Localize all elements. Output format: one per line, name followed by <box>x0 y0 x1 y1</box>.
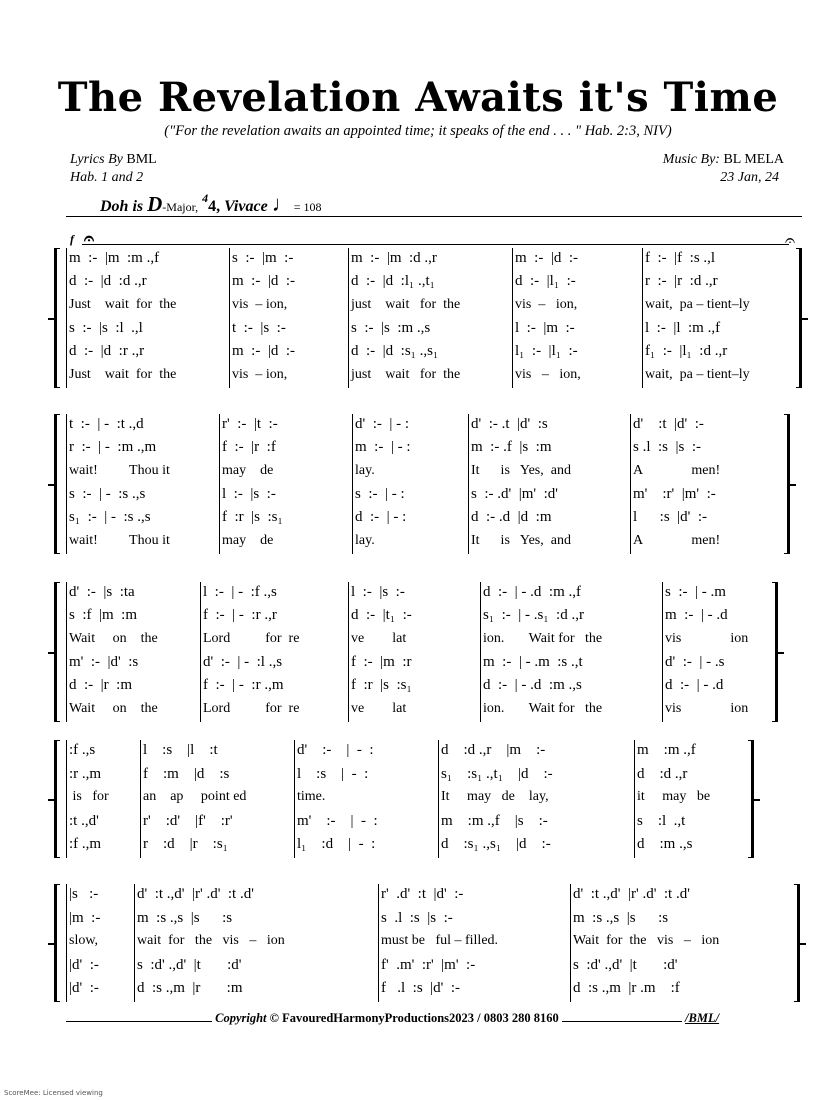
solfa-measure: m :- | - .d <box>665 607 728 624</box>
score-system-3 <box>66 582 766 722</box>
solfa-measure: m :s .,s |s :s <box>137 909 233 926</box>
solfa-measure: f :m |d :s <box>143 765 230 782</box>
music-by-label: Music By: <box>662 152 720 167</box>
solfa-measure: m :- | - .m :s .,t <box>483 653 583 670</box>
solfa-measure: r :- | - :m .,m <box>69 439 157 456</box>
lyric-measure: wait, pa – tient–ly <box>645 366 750 382</box>
solfa-measure: f :- | - :r .,r <box>203 607 277 624</box>
system-brace-left <box>54 740 60 858</box>
system-brace-left <box>54 582 60 722</box>
dynamic-marking: f <box>70 232 74 246</box>
footer-note: ScoreMee: Licensed viewing <box>4 1089 103 1097</box>
score-system-5 <box>66 884 788 1002</box>
solfa-measure: d :- |d :s₁ .,s₁ <box>351 343 439 360</box>
brace-point-right <box>802 318 808 320</box>
lyrics-credit <box>70 152 157 168</box>
lyric-measure: just wait for the <box>351 366 461 382</box>
solfa-measure: l :s | - : <box>297 765 369 782</box>
solfa-measure: l :- | - :f .,s <box>203 584 277 600</box>
solfa-measure: m :s .,s |s :s <box>573 909 669 926</box>
dynamic-rule <box>82 244 789 245</box>
lyric-measure: lay. <box>355 532 375 548</box>
solfa-measure: m :- |d :- <box>515 250 578 266</box>
lyric-measure: wait! Thou it <box>69 462 170 478</box>
solfa-measure: s :- |s :l .,l <box>69 319 143 336</box>
solfa-measure: s :f |m :m <box>69 607 138 624</box>
score-system-2 <box>66 414 778 554</box>
lyric-measure: ve lat <box>351 700 407 716</box>
solfa-measure: :f .,s <box>69 742 96 758</box>
solfa-measure: :f .,m <box>69 836 102 853</box>
solfa-measure: s :- | - .m <box>665 584 726 600</box>
solfa-measure: s :- | - : <box>355 485 405 502</box>
solfa-measure: s .l :s |s :- <box>633 439 702 456</box>
solfa-measure: d :- |d :l₁ .,t₁ <box>351 273 435 290</box>
solfa-measure: d :s .,m |r .m :f <box>573 980 680 997</box>
lyric-measure: Lord for re <box>203 630 300 646</box>
system-brace-left <box>54 884 60 1002</box>
solfa-measure: d' :- | - :l .,s <box>203 653 283 670</box>
lyric-measure: Wait on the <box>69 630 158 646</box>
lyric-measure: just wait for the <box>351 296 461 312</box>
song-title: The Revelation Awaits it's Time <box>57 74 779 121</box>
solfa-measure: t :- | - :t .,d <box>69 416 144 432</box>
solfa-measure: l :s |l :t <box>143 742 218 758</box>
solfa-measure: d :- |l₁ :- <box>515 273 576 290</box>
solfa-measure: d' :- | - .s <box>665 653 725 670</box>
solfa-measure: l :- |s :- <box>222 485 276 502</box>
solfa-measure: l₁ :- |l₁ :- <box>515 343 578 360</box>
brace-point-left <box>48 943 54 945</box>
solfa-measure: d :s .,m |r :m <box>137 980 243 997</box>
solfa-measure: d :d .,r |m :- <box>441 742 546 758</box>
solfa-measure: s :- |m :- <box>232 250 294 266</box>
fermata-end-icon: 𝄐 <box>785 230 796 250</box>
music-by-name: BL MELA <box>723 152 784 167</box>
solfa-measure: r :d |r :s₁ <box>143 836 228 853</box>
solfa-measure: d' :- |s :ta <box>69 584 135 600</box>
solfa-measure: t :- |s :- <box>232 319 286 336</box>
score-system-4 <box>66 740 742 858</box>
solfa-measure: d :- | - .d <box>665 677 724 694</box>
lyric-measure: wait! Thou it <box>69 532 170 548</box>
solfa-measure: l :- |l :m .,f <box>645 319 721 336</box>
solfa-measure: l :s |d' :- <box>633 509 708 526</box>
lyric-measure: vis – ion, <box>515 366 581 382</box>
lyric-measure: wait for the vis – ion <box>137 933 285 949</box>
solfa-measure: r' :- |t :- <box>222 416 278 432</box>
lyric-measure: Just wait for the <box>69 296 177 312</box>
brace-point-right <box>778 652 784 654</box>
solfa-measure: d :- |r :m <box>69 677 132 694</box>
solfa-measure: m :- |m :m .,f <box>69 250 160 266</box>
solfa-measure: d' :t |d' :- <box>633 416 704 432</box>
solfa-measure: d :- |d :r .,r <box>69 343 145 360</box>
copyright-line <box>66 1011 802 1026</box>
copyright-text: FavouredHarmonyProductions2023 / 0803 280 8160 <box>282 1011 559 1025</box>
solfa-measure: s₁ :- | - :s .,s <box>69 509 151 526</box>
solfa-measure: l :- |m :- <box>515 319 575 336</box>
lyric-measure: may de <box>222 462 274 478</box>
quarter-note-icon: ♩ <box>271 191 294 216</box>
solfa-measure: |d' :- <box>69 956 99 973</box>
composition-date: 23 Jan, 24 <box>720 170 779 185</box>
lyric-measure: It is Yes, and <box>471 462 571 478</box>
system-brace-left <box>54 414 60 554</box>
lyric-measure: an ap point ed <box>143 789 247 805</box>
solfa-measure: d :m .,s <box>637 836 693 853</box>
solfa-measure: m' :- |d' :s <box>69 653 139 670</box>
scripture-subtitle: ("For the revelation awaits an appointed time; it speaks of the end . . . " Hab. 2:3, NIV) <box>164 123 672 139</box>
tempo-value: = 108 <box>293 200 322 214</box>
lyric-measure: Just wait for the <box>69 366 177 382</box>
solfa-measure: d' :- | - : <box>355 416 410 432</box>
solfa-measure: s :l .,t <box>637 812 686 829</box>
brace-point-right <box>800 943 806 945</box>
solfa-measure: r :- |r :d .,r <box>645 273 718 290</box>
key-letter: D <box>147 192 163 216</box>
solfa-measure: :r .,m <box>69 765 102 782</box>
solfa-measure: f :- |r :f <box>222 439 276 456</box>
solfa-measure: d :- | - .d :m .,s <box>483 677 582 694</box>
solfa-measure: r' .d' :t |d' :- <box>381 886 464 902</box>
solfa-measure: s .l :s |s :- <box>381 909 453 926</box>
solfa-measure: d :- .d |d :m <box>471 509 552 526</box>
solfa-measure: m :- | - : <box>355 439 411 456</box>
solfa-measure: d' :- .t |d' :s <box>471 416 548 432</box>
brace-point-right <box>790 484 796 486</box>
solfa-measure: d :- | - : <box>355 509 407 526</box>
solfa-measure: d :- | - .d :m .,f <box>483 584 581 600</box>
lyric-measure: ion. Wait for the <box>483 700 603 716</box>
lyric-measure: A men! <box>633 462 721 478</box>
solfa-measure: l :- |s :- <box>351 584 405 600</box>
solfa-measure: m :m .,f <box>637 742 696 758</box>
lyric-measure: must be ful – filled. <box>381 933 499 949</box>
tempo-word: Vivace <box>224 198 268 215</box>
signature: /BML/ <box>685 1011 720 1025</box>
music-credit <box>663 152 784 168</box>
solfa-measure: |m :- <box>69 909 101 926</box>
lyric-measure: vis – ion, <box>232 296 288 312</box>
solfa-measure: d' :t .,d' |r' .d' :t .d' <box>137 886 254 902</box>
scripture-reference: Hab. 1 and 2 <box>70 170 144 185</box>
solfa-measure: :t .,d' <box>69 812 99 829</box>
solfa-measure: |d' :- <box>69 980 99 997</box>
lyric-measure: vis ion <box>665 630 749 646</box>
fermata-icon: 𝄐 <box>84 228 95 248</box>
brace-point-left <box>48 799 54 801</box>
solfa-measure: m :- |d :- <box>232 343 295 360</box>
solfa-measure: m' :r' |m' :- <box>633 485 716 502</box>
lyric-measure: Wait on the <box>69 700 158 716</box>
copyright-rule-right <box>562 1011 682 1022</box>
lyric-measure: vis ion <box>665 700 749 716</box>
key-signature-line <box>100 191 321 217</box>
solfa-measure: |s :- <box>69 886 99 902</box>
header-rule <box>66 216 802 217</box>
brace-point-left <box>48 318 54 320</box>
solfa-measure: f :r |s :s₁ <box>351 677 412 694</box>
time-signature-bottom: 4, <box>208 198 221 215</box>
lyrics-by-label: Lyrics By <box>70 152 123 167</box>
lyric-measure: may de <box>222 532 274 548</box>
copyright-label: Copyright © <box>215 1011 279 1025</box>
solfa-measure: d :s₁ .,s₁ |d :- <box>441 836 551 853</box>
lyric-measure: wait, pa – tient–ly <box>645 296 750 312</box>
score-system-1 <box>66 248 790 388</box>
solfa-measure: s :- |s :m .,s <box>351 319 431 336</box>
solfa-measure: m :- |d :- <box>232 273 295 290</box>
solfa-measure: f :- | - :r .,m <box>203 677 284 694</box>
lyric-measure: is for <box>69 789 109 805</box>
lyric-measure: time. <box>297 789 326 805</box>
solfa-measure: s :- | - :s .,s <box>69 485 146 502</box>
solfa-measure: s :d' .,d' |t :d' <box>137 956 242 973</box>
lyric-measure: slow, <box>69 933 99 949</box>
solfa-measure: d' :t .,d' |r' .d' :t .d' <box>573 886 690 902</box>
lyrics-by-name: BML <box>126 152 157 167</box>
solfa-measure: f' .m' :r' |m' :- <box>381 956 476 973</box>
solfa-measure: s :- .d' |m' :d' <box>471 485 558 502</box>
lyric-measure: vis – ion, <box>232 366 288 382</box>
system-brace-left <box>54 248 60 388</box>
brace-point-right <box>754 799 760 801</box>
solfa-measure: r' :d' |f' :r' <box>143 812 233 829</box>
time-signature-top: 4 <box>202 191 209 205</box>
solfa-measure: s₁ :- | - .s₁ :d .,r <box>483 607 584 624</box>
lyric-measure: ion. Wait for the <box>483 630 603 646</box>
solfa-measure: m :m .,f |s :- <box>441 812 548 829</box>
solfa-measure: m' :- | - : <box>297 812 378 829</box>
lyric-measure: lay. <box>355 462 375 478</box>
solfa-measure: s :d' .,d' |t :d' <box>573 956 678 973</box>
solfa-measure: f :- |f :s .,l <box>645 250 716 266</box>
lyric-measure: It may de lay, <box>441 789 549 805</box>
solfa-measure: d :- |t₁ :- <box>351 607 412 624</box>
solfa-measure: m :- |m :d .,r <box>351 250 437 266</box>
doh-is-label: Doh is <box>100 198 144 215</box>
lyric-measure: vis – ion, <box>515 296 578 312</box>
solfa-measure: m :- .f |s :m <box>471 439 552 456</box>
key-mode: -Major, <box>162 200 199 214</box>
solfa-measure: f .l :s |d' :- <box>381 980 461 997</box>
brace-point-left <box>48 484 54 486</box>
solfa-measure: f₁ :- |l₁ :d .,r <box>645 343 728 360</box>
lyric-measure: it may be <box>637 789 711 805</box>
lyric-measure: It is Yes, and <box>471 532 571 548</box>
lyric-measure: A men! <box>633 532 721 548</box>
solfa-measure: d :d .,r <box>637 765 688 782</box>
lyric-measure: Wait for the vis – ion <box>573 933 720 949</box>
solfa-measure: l₁ :d | - : <box>297 836 376 853</box>
solfa-measure: f :r |s :s₁ <box>222 509 283 526</box>
lyric-measure: Lord for re <box>203 700 300 716</box>
solfa-measure: d' :- | - : <box>297 742 374 758</box>
copyright-rule-left <box>66 1011 212 1022</box>
solfa-measure: s₁ :s₁ .,t₁ |d :- <box>441 765 553 782</box>
lyric-measure: ve lat <box>351 630 407 646</box>
solfa-measure: d :- |d :d .,r <box>69 273 147 290</box>
solfa-measure: f :- |m :r <box>351 653 412 670</box>
brace-point-left <box>48 652 54 654</box>
